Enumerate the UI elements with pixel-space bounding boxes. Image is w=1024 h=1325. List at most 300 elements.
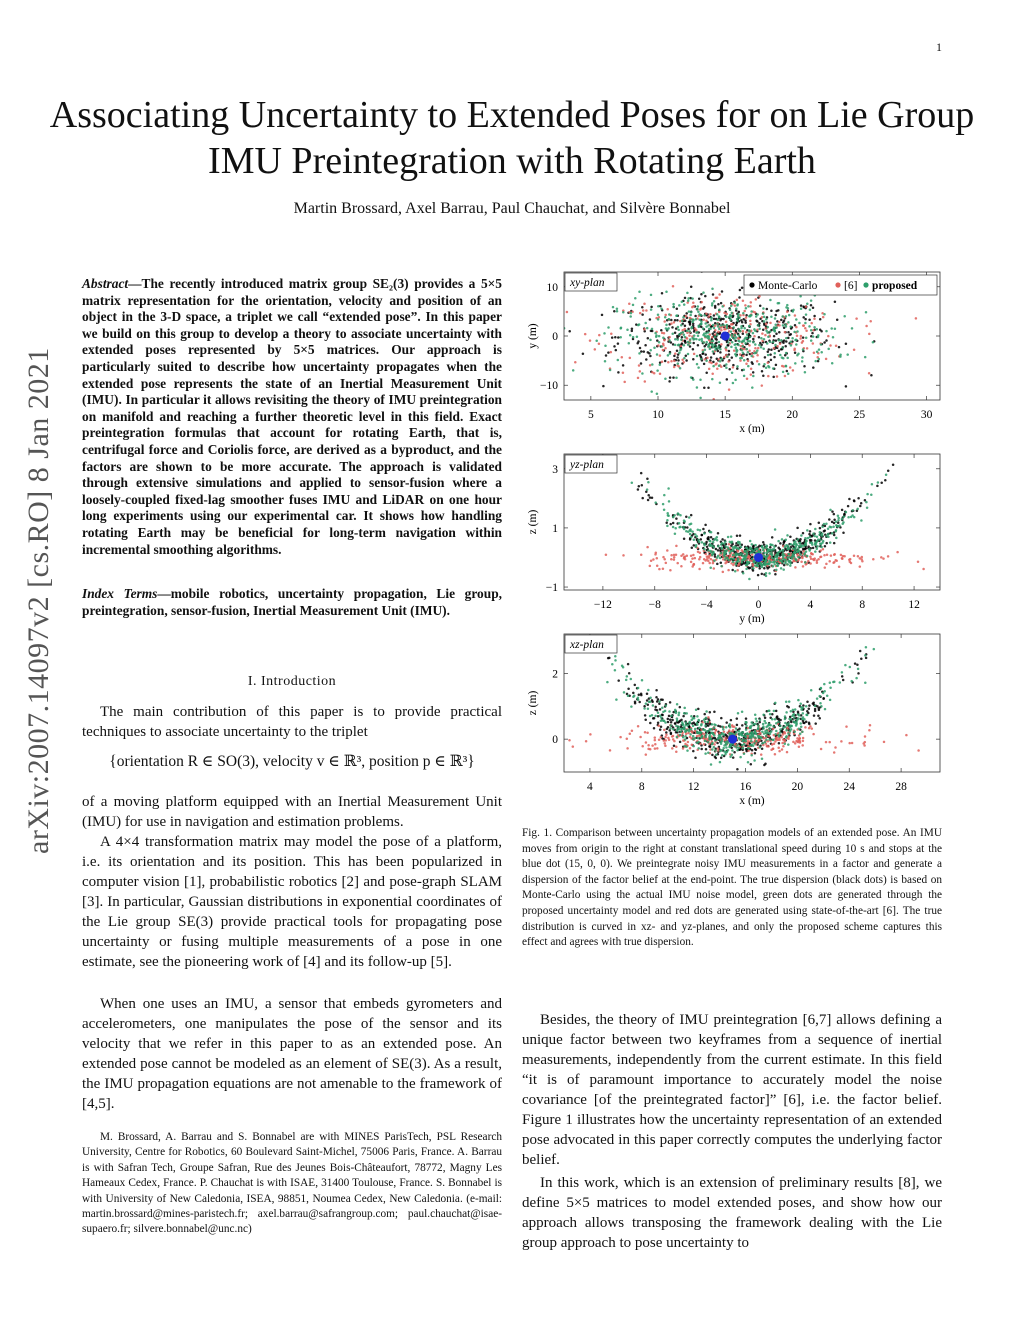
point-montecarlo xyxy=(808,707,811,710)
point- xyxy=(757,739,760,742)
point-proposed xyxy=(738,317,741,320)
point-proposed xyxy=(749,540,752,543)
point-montecarlo xyxy=(775,339,778,342)
point-proposed xyxy=(672,526,675,529)
legend-entry: Monte-Carlo xyxy=(758,280,818,292)
point-montecarlo xyxy=(710,356,713,359)
point- xyxy=(707,716,710,719)
point-proposed xyxy=(653,346,656,349)
point-montecarlo xyxy=(672,522,675,525)
point-montecarlo xyxy=(668,380,671,383)
point-proposed xyxy=(866,493,869,496)
point- xyxy=(609,749,612,752)
point-proposed xyxy=(650,308,653,311)
index-terms-text: —mobile robotics, uncertainty propagation, Lie group, preintegration, sensor-fusion, Inertial Measurement Unit (IMU). xyxy=(82,586,502,618)
point-proposed xyxy=(837,514,840,517)
point-montecarlo xyxy=(685,312,688,315)
point-proposed xyxy=(745,728,748,731)
point- xyxy=(585,740,588,743)
point-montecarlo xyxy=(763,764,766,767)
point-proposed xyxy=(680,730,683,733)
point-proposed xyxy=(787,743,790,746)
point-proposed xyxy=(672,728,675,731)
point- xyxy=(745,316,748,319)
intro-paragraph-4: When one uses an IMU, a sensor that embeds gyrometers and accelerometers, one manipulates the pose of the sensor and its velocity that we refer in this paper to as an extended pose. An extended pose cannot be modeled as an element of SE(3). As a result, the IMU propagation equations are not amenable to the framework of [4,5]. xyxy=(82,996,502,1112)
point- xyxy=(840,740,843,743)
point-proposed xyxy=(649,697,652,700)
point-proposed xyxy=(805,705,808,708)
point-proposed xyxy=(712,346,715,349)
point-proposed xyxy=(696,355,699,358)
point-proposed xyxy=(665,291,668,294)
point-proposed xyxy=(792,310,795,313)
point-proposed xyxy=(814,528,817,531)
point-montecarlo xyxy=(670,721,673,724)
point-montecarlo xyxy=(627,688,630,691)
point- xyxy=(793,732,796,735)
point-proposed xyxy=(672,305,675,308)
point-montecarlo xyxy=(670,319,673,322)
point-montecarlo xyxy=(761,370,764,373)
point-montecarlo xyxy=(651,700,654,703)
point-proposed xyxy=(717,325,720,328)
point-montecarlo xyxy=(735,329,738,332)
point-montecarlo xyxy=(676,356,679,359)
point-proposed xyxy=(743,752,746,755)
point- xyxy=(905,734,908,737)
point-proposed xyxy=(689,314,692,317)
point-proposed xyxy=(731,753,734,756)
point-proposed xyxy=(632,304,635,307)
x-tick-label: 8 xyxy=(638,781,645,793)
point- xyxy=(835,559,838,562)
point-proposed xyxy=(784,743,787,746)
triplet-equation: {orientation R ∈ SO(3), velocity v ∈ ℝ³, position p ∈ ℝ³} xyxy=(109,753,475,770)
point-montecarlo xyxy=(720,757,723,760)
point-proposed xyxy=(650,294,653,297)
point-proposed xyxy=(804,561,807,564)
point-montecarlo xyxy=(730,719,733,722)
point-montecarlo xyxy=(716,563,719,566)
point-proposed xyxy=(705,341,708,344)
point-proposed xyxy=(772,341,775,344)
point-proposed xyxy=(686,292,689,295)
x-tick-label: 4 xyxy=(807,599,814,611)
point- xyxy=(742,355,745,358)
point-proposed xyxy=(844,664,847,667)
point-proposed xyxy=(737,328,740,331)
point-proposed xyxy=(784,562,787,565)
chart-panel-1 xyxy=(522,270,940,435)
legend xyxy=(744,275,937,295)
point-proposed xyxy=(671,332,674,335)
point- xyxy=(673,360,676,363)
point- xyxy=(777,747,780,750)
point-proposed xyxy=(799,553,802,556)
point-proposed xyxy=(682,331,685,334)
point- xyxy=(853,349,856,352)
point- xyxy=(715,729,718,732)
point-proposed xyxy=(718,316,721,319)
point- xyxy=(781,748,784,751)
point-proposed xyxy=(797,547,800,550)
point-proposed xyxy=(762,348,765,351)
point-proposed xyxy=(806,714,809,717)
point- xyxy=(786,751,789,754)
point- xyxy=(663,742,666,745)
point- xyxy=(690,555,693,558)
point-montecarlo xyxy=(818,717,821,720)
point-montecarlo xyxy=(673,355,676,358)
point-proposed xyxy=(686,729,689,732)
point-proposed xyxy=(786,723,789,726)
legend-entry: proposed xyxy=(872,280,918,292)
point-proposed xyxy=(741,561,744,564)
point-proposed xyxy=(721,542,724,545)
point- xyxy=(655,551,658,554)
point- xyxy=(645,309,648,312)
point-montecarlo xyxy=(647,494,650,497)
point- xyxy=(773,742,776,745)
point- xyxy=(682,747,685,750)
point-montecarlo xyxy=(779,542,782,545)
point-montecarlo xyxy=(848,498,851,501)
point- xyxy=(666,549,669,552)
point- xyxy=(742,299,745,302)
point-proposed xyxy=(789,325,792,328)
point-proposed xyxy=(755,351,758,354)
point-proposed xyxy=(637,687,640,690)
point-proposed xyxy=(656,369,659,372)
point- xyxy=(664,314,667,317)
point-proposed xyxy=(757,728,760,731)
point-proposed xyxy=(719,382,722,385)
point-proposed xyxy=(641,679,644,682)
point-proposed xyxy=(720,552,723,555)
point-montecarlo xyxy=(715,757,718,760)
point-proposed xyxy=(837,519,840,522)
point-proposed xyxy=(638,323,641,326)
point-proposed xyxy=(708,345,711,348)
point-proposed xyxy=(692,725,695,728)
point-proposed xyxy=(804,537,807,540)
arxiv-stamp: arXiv:2007.14097v2 [cs.RO] 8 Jan 2021 xyxy=(22,347,55,854)
point-proposed xyxy=(776,558,779,561)
point-proposed xyxy=(822,540,825,543)
point-proposed xyxy=(763,555,766,558)
point- xyxy=(730,323,733,326)
point-proposed xyxy=(814,360,817,363)
point-proposed xyxy=(706,730,709,733)
point-montecarlo xyxy=(632,692,635,695)
point- xyxy=(673,321,676,324)
x-tick-label: 24 xyxy=(843,781,855,793)
point-proposed xyxy=(759,719,762,722)
point-proposed xyxy=(679,349,682,352)
abstract xyxy=(82,276,502,558)
intro-paragraph-2: of a moving platform equipped with an Inertial Measurement Unit (IMU) for use in navigation and estimation problems. xyxy=(82,794,502,830)
point- xyxy=(859,565,862,568)
point-proposed xyxy=(723,750,726,753)
point-proposed xyxy=(677,512,680,515)
point-proposed xyxy=(786,534,789,537)
point- xyxy=(729,555,732,558)
point- xyxy=(629,732,632,735)
point- xyxy=(707,315,710,318)
point-proposed xyxy=(751,386,754,389)
point- xyxy=(723,356,726,359)
point-montecarlo xyxy=(778,331,781,334)
point-proposed xyxy=(693,539,696,542)
point-proposed xyxy=(720,358,723,361)
point- xyxy=(747,740,750,743)
point- xyxy=(780,736,783,739)
point- xyxy=(772,727,775,730)
point- xyxy=(849,558,852,561)
point-montecarlo xyxy=(579,615,582,618)
point-proposed xyxy=(675,376,678,379)
point-proposed xyxy=(865,311,868,314)
point-proposed xyxy=(806,529,809,532)
point-proposed xyxy=(754,714,757,717)
point- xyxy=(722,571,725,574)
point- xyxy=(598,343,601,346)
point-montecarlo xyxy=(892,464,895,467)
point-proposed xyxy=(689,319,692,322)
point-proposed xyxy=(773,710,776,713)
point-proposed xyxy=(716,539,719,542)
point- xyxy=(690,561,693,564)
point-proposed xyxy=(725,726,728,729)
point-proposed xyxy=(725,743,728,746)
point- xyxy=(725,320,728,323)
point-proposed xyxy=(762,307,765,310)
point-proposed xyxy=(646,327,649,330)
point-proposed xyxy=(769,341,772,344)
point-proposed xyxy=(783,558,786,561)
point-proposed xyxy=(690,311,693,314)
x-tick-label: 16 xyxy=(739,781,752,793)
point-montecarlo xyxy=(777,718,780,721)
point- xyxy=(594,348,597,351)
point-proposed xyxy=(723,555,726,558)
point-montecarlo xyxy=(808,533,811,536)
point-proposed xyxy=(662,711,665,714)
point-montecarlo xyxy=(617,342,620,345)
point- xyxy=(857,555,860,558)
point- xyxy=(622,554,625,557)
point- xyxy=(657,344,660,347)
point-montecarlo xyxy=(637,340,640,343)
point-proposed xyxy=(812,532,815,535)
point-proposed xyxy=(725,746,728,749)
x-tick-label: 5 xyxy=(587,409,594,421)
point- xyxy=(665,733,668,736)
point- xyxy=(746,378,749,381)
point-proposed xyxy=(749,547,752,550)
point- xyxy=(572,745,575,748)
point- xyxy=(744,304,747,307)
point-proposed xyxy=(784,323,787,326)
point-proposed xyxy=(793,730,796,733)
point-montecarlo xyxy=(641,497,644,500)
point-proposed xyxy=(726,324,729,327)
point-montecarlo xyxy=(722,318,725,321)
point-proposed xyxy=(652,704,655,707)
point- xyxy=(763,737,766,740)
point-proposed xyxy=(690,715,693,718)
point-montecarlo xyxy=(731,356,734,359)
point-proposed xyxy=(788,553,791,556)
point-montecarlo xyxy=(622,364,625,367)
point-montecarlo xyxy=(775,710,778,713)
point-montecarlo xyxy=(641,306,644,309)
point-proposed xyxy=(737,712,740,715)
point-proposed xyxy=(734,334,737,337)
point- xyxy=(566,311,569,314)
point-montecarlo xyxy=(808,721,811,724)
point-proposed xyxy=(820,687,823,690)
point- xyxy=(810,558,813,561)
point- xyxy=(698,558,701,561)
point-proposed xyxy=(735,308,738,311)
point-montecarlo xyxy=(685,359,688,362)
point- xyxy=(702,318,705,321)
point-montecarlo xyxy=(645,358,648,361)
point-montecarlo xyxy=(697,708,700,711)
point- xyxy=(619,736,622,739)
point-montecarlo xyxy=(671,719,674,722)
point- xyxy=(865,325,868,328)
point-proposed xyxy=(744,558,747,561)
point-montecarlo xyxy=(735,324,738,327)
point-montecarlo xyxy=(728,350,731,353)
point- xyxy=(807,560,810,563)
point-proposed xyxy=(816,547,819,550)
point-proposed xyxy=(676,717,679,720)
point-proposed xyxy=(712,350,715,353)
point-montecarlo xyxy=(607,448,610,451)
point-proposed xyxy=(736,744,739,747)
point-proposed xyxy=(699,731,702,734)
point-proposed xyxy=(714,749,717,752)
point-proposed xyxy=(666,328,669,331)
point-montecarlo xyxy=(804,318,807,321)
point-proposed xyxy=(655,335,658,338)
point- xyxy=(823,554,826,557)
point-proposed xyxy=(704,736,707,739)
point-proposed xyxy=(667,354,670,357)
point-proposed xyxy=(662,336,665,339)
point-proposed xyxy=(711,304,714,307)
point-proposed xyxy=(827,528,830,531)
point-proposed xyxy=(725,346,728,349)
point- xyxy=(680,555,683,558)
point-proposed xyxy=(795,343,798,346)
point-proposed xyxy=(724,558,727,561)
point- xyxy=(651,371,654,374)
point-proposed xyxy=(676,730,679,733)
point- xyxy=(682,361,685,364)
point- xyxy=(754,311,757,314)
point-proposed xyxy=(777,540,780,543)
point-montecarlo xyxy=(812,307,815,310)
point-proposed xyxy=(697,334,700,337)
point-proposed xyxy=(781,356,784,359)
point-proposed xyxy=(779,725,782,728)
point- xyxy=(714,363,717,366)
point- xyxy=(698,568,701,571)
point-montecarlo xyxy=(694,756,697,759)
point-proposed xyxy=(760,346,763,349)
point-proposed xyxy=(720,565,723,568)
point-proposed xyxy=(753,561,756,564)
point- xyxy=(676,562,679,565)
point- xyxy=(662,567,665,570)
point-montecarlo xyxy=(775,364,778,367)
point-proposed xyxy=(696,715,699,718)
point-proposed xyxy=(799,733,802,736)
point- xyxy=(776,736,779,739)
point-montecarlo xyxy=(820,330,823,333)
point- xyxy=(789,366,792,369)
point-proposed xyxy=(713,559,716,562)
point-proposed xyxy=(711,748,714,751)
point-proposed xyxy=(801,360,804,363)
point-proposed xyxy=(705,360,708,363)
point- xyxy=(568,739,571,742)
point-proposed xyxy=(771,553,774,556)
point-proposed xyxy=(747,305,750,308)
point-proposed xyxy=(707,335,710,338)
point-proposed xyxy=(800,706,803,709)
point- xyxy=(764,327,767,330)
point- xyxy=(802,324,805,327)
point-proposed xyxy=(674,338,677,341)
point-proposed xyxy=(629,334,632,337)
point-montecarlo xyxy=(685,354,688,357)
point- xyxy=(697,550,700,553)
x-tick-label: 30 xyxy=(920,409,933,421)
point- xyxy=(833,553,836,556)
point-proposed xyxy=(719,348,722,351)
point-proposed xyxy=(649,701,652,704)
point-proposed xyxy=(823,313,826,316)
point-montecarlo xyxy=(650,306,653,309)
point-montecarlo xyxy=(758,336,761,339)
point-montecarlo xyxy=(689,538,692,541)
point-proposed xyxy=(802,348,805,351)
point-proposed xyxy=(782,371,785,374)
point-proposed xyxy=(668,339,671,342)
point-proposed xyxy=(595,340,598,343)
point-proposed xyxy=(714,349,717,352)
point-proposed xyxy=(681,723,684,726)
point-proposed xyxy=(829,526,832,529)
point-proposed xyxy=(697,325,700,328)
point-proposed xyxy=(803,552,806,555)
point- xyxy=(700,301,703,304)
point- xyxy=(864,735,867,738)
point-proposed xyxy=(765,739,768,742)
point-montecarlo xyxy=(660,329,663,332)
point-proposed xyxy=(684,336,687,339)
point-montecarlo xyxy=(802,704,805,707)
point-proposed xyxy=(800,308,803,311)
point-proposed xyxy=(809,309,812,312)
point-proposed xyxy=(623,691,626,694)
point-proposed xyxy=(678,728,681,731)
